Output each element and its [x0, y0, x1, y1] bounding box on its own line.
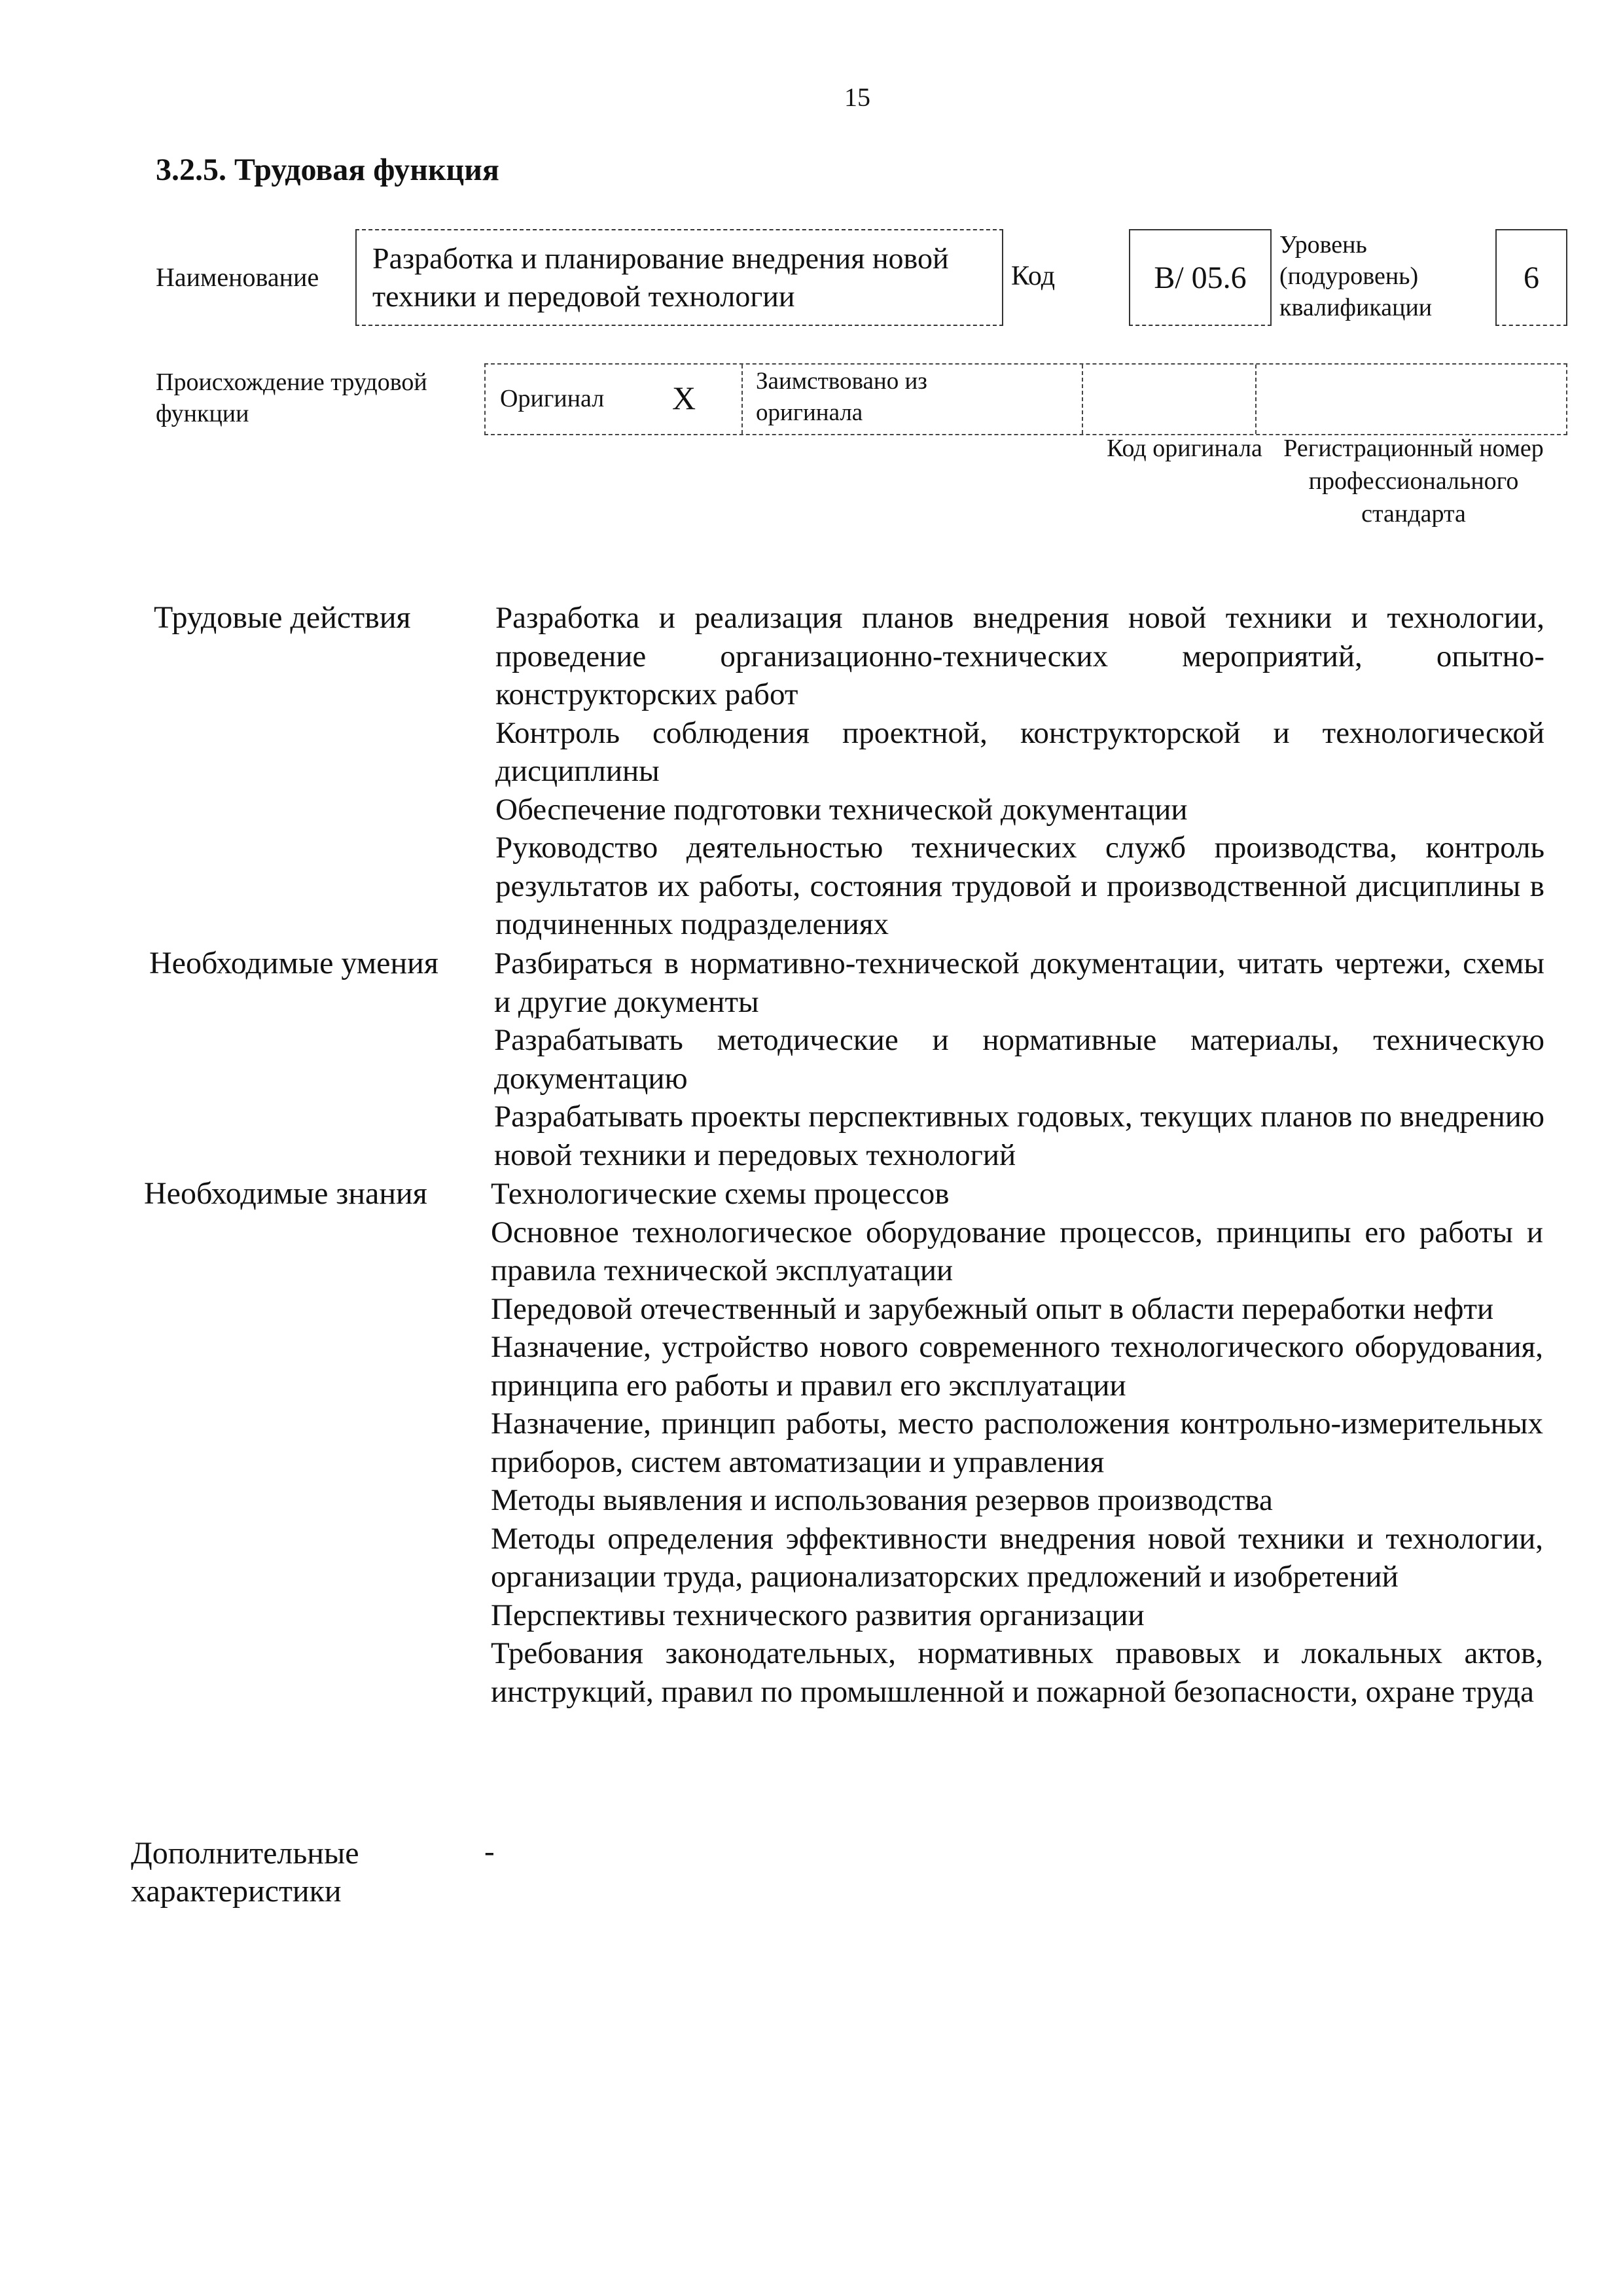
action-item: Разработка и реализация планов внедрения новой техники и технологии, проведение организационно-технических мероприятий, опытно-конструкторских работ: [495, 601, 1544, 711]
skill-item: Разрабатывать проекты перспективных годовых, текущих планов по внедрению новой техники и передовых технологий: [494, 1100, 1544, 1172]
level-box: [1495, 229, 1567, 326]
original-code-cell: [1083, 365, 1257, 434]
actions-label: Трудовые действия: [154, 600, 411, 635]
original-code-label: Код оригинала: [1107, 435, 1262, 462]
original-mark: X: [672, 380, 696, 416]
knowledge-item: Перспективы технического развития организации: [491, 1598, 1145, 1632]
action-item: Обеспечение подготовки технической документации: [495, 792, 1188, 827]
skills-list: [494, 944, 1544, 1174]
knowledge-list: [491, 1175, 1543, 1711]
knowledge-item: Требования законодательных, нормативных правовых и локальных актов, инструкций, правил по промышленной и пожарной безопасности, охране труда: [491, 1636, 1543, 1709]
code-value: В/ 05.6: [1154, 260, 1247, 295]
knowledge-item: Методы выявления и использования резервов производства: [491, 1483, 1273, 1517]
original-label: Оригинал: [500, 385, 605, 412]
knowledge-item: Методы определения эффективности внедрения новой техники и технологии, организации труда, рационализаторских предложений и изобретений: [491, 1521, 1543, 1594]
knowledge-item: Назначение, принцип работы, место расположения контрольно-измерительных приборов, систем автоматизации и управления: [491, 1407, 1543, 1479]
reg-number-label: Регистрационный номер профессионального стандарта: [1283, 435, 1544, 528]
skill-item: Разбираться в нормативно-технической документации, читать чертежи, схемы и другие документы: [494, 946, 1544, 1019]
origin-label: Происхождение трудовой функции: [156, 368, 427, 427]
function-name-value: Разработка и планирование внедрения новой техники и передовой технологии: [372, 242, 949, 313]
level-value: 6: [1524, 260, 1539, 295]
actions-list: [495, 599, 1544, 944]
knowledge-label: Необходимые знания: [144, 1176, 427, 1211]
skill-item: Разрабатывать методические и нормативные материалы, техническую документацию: [494, 1023, 1544, 1096]
name-label: Наименование: [156, 262, 319, 292]
reg-number-cell: [1257, 365, 1566, 434]
level-label: Уровень (подуровень) квалификации: [1279, 231, 1433, 321]
original-cell: [486, 365, 743, 434]
section-title: 3.2.5. Трудовая функция: [156, 152, 499, 187]
knowledge-item: Передовой отечественный и зарубежный опыт в области переработки нефти: [491, 1291, 1494, 1326]
function-name-box: [355, 229, 1003, 326]
code-label: Код: [1011, 261, 1056, 291]
additional-value: -: [484, 1835, 495, 1869]
code-box: [1129, 229, 1272, 326]
knowledge-item: Технологические схемы процессов: [491, 1177, 950, 1211]
skills-label: Необходимые умения: [149, 946, 438, 980]
action-item: Руководство деятельностью технических служб производства, контроль результатов их работы, состояния трудовой и производственной дисциплины в подчиненных подразделениях: [495, 831, 1544, 941]
additional-label: Дополнительные характеристики: [131, 1836, 359, 1909]
knowledge-item: Основное технологическое оборудование процессов, принципы его работы и правила технической эксплуатации: [491, 1215, 1543, 1287]
borrowed-cell: [743, 365, 1083, 434]
borrowed-label: Заимствовано из оригинала: [756, 368, 927, 426]
origin-table: [484, 363, 1567, 435]
page-number: 15: [844, 82, 870, 112]
knowledge-item: Назначение, устройство нового современного технологического оборудования, принципа его работы и правил его эксплуатации: [491, 1330, 1543, 1403]
action-item: Контроль соблюдения проектной, конструкторской и технологической дисциплины: [495, 715, 1544, 788]
